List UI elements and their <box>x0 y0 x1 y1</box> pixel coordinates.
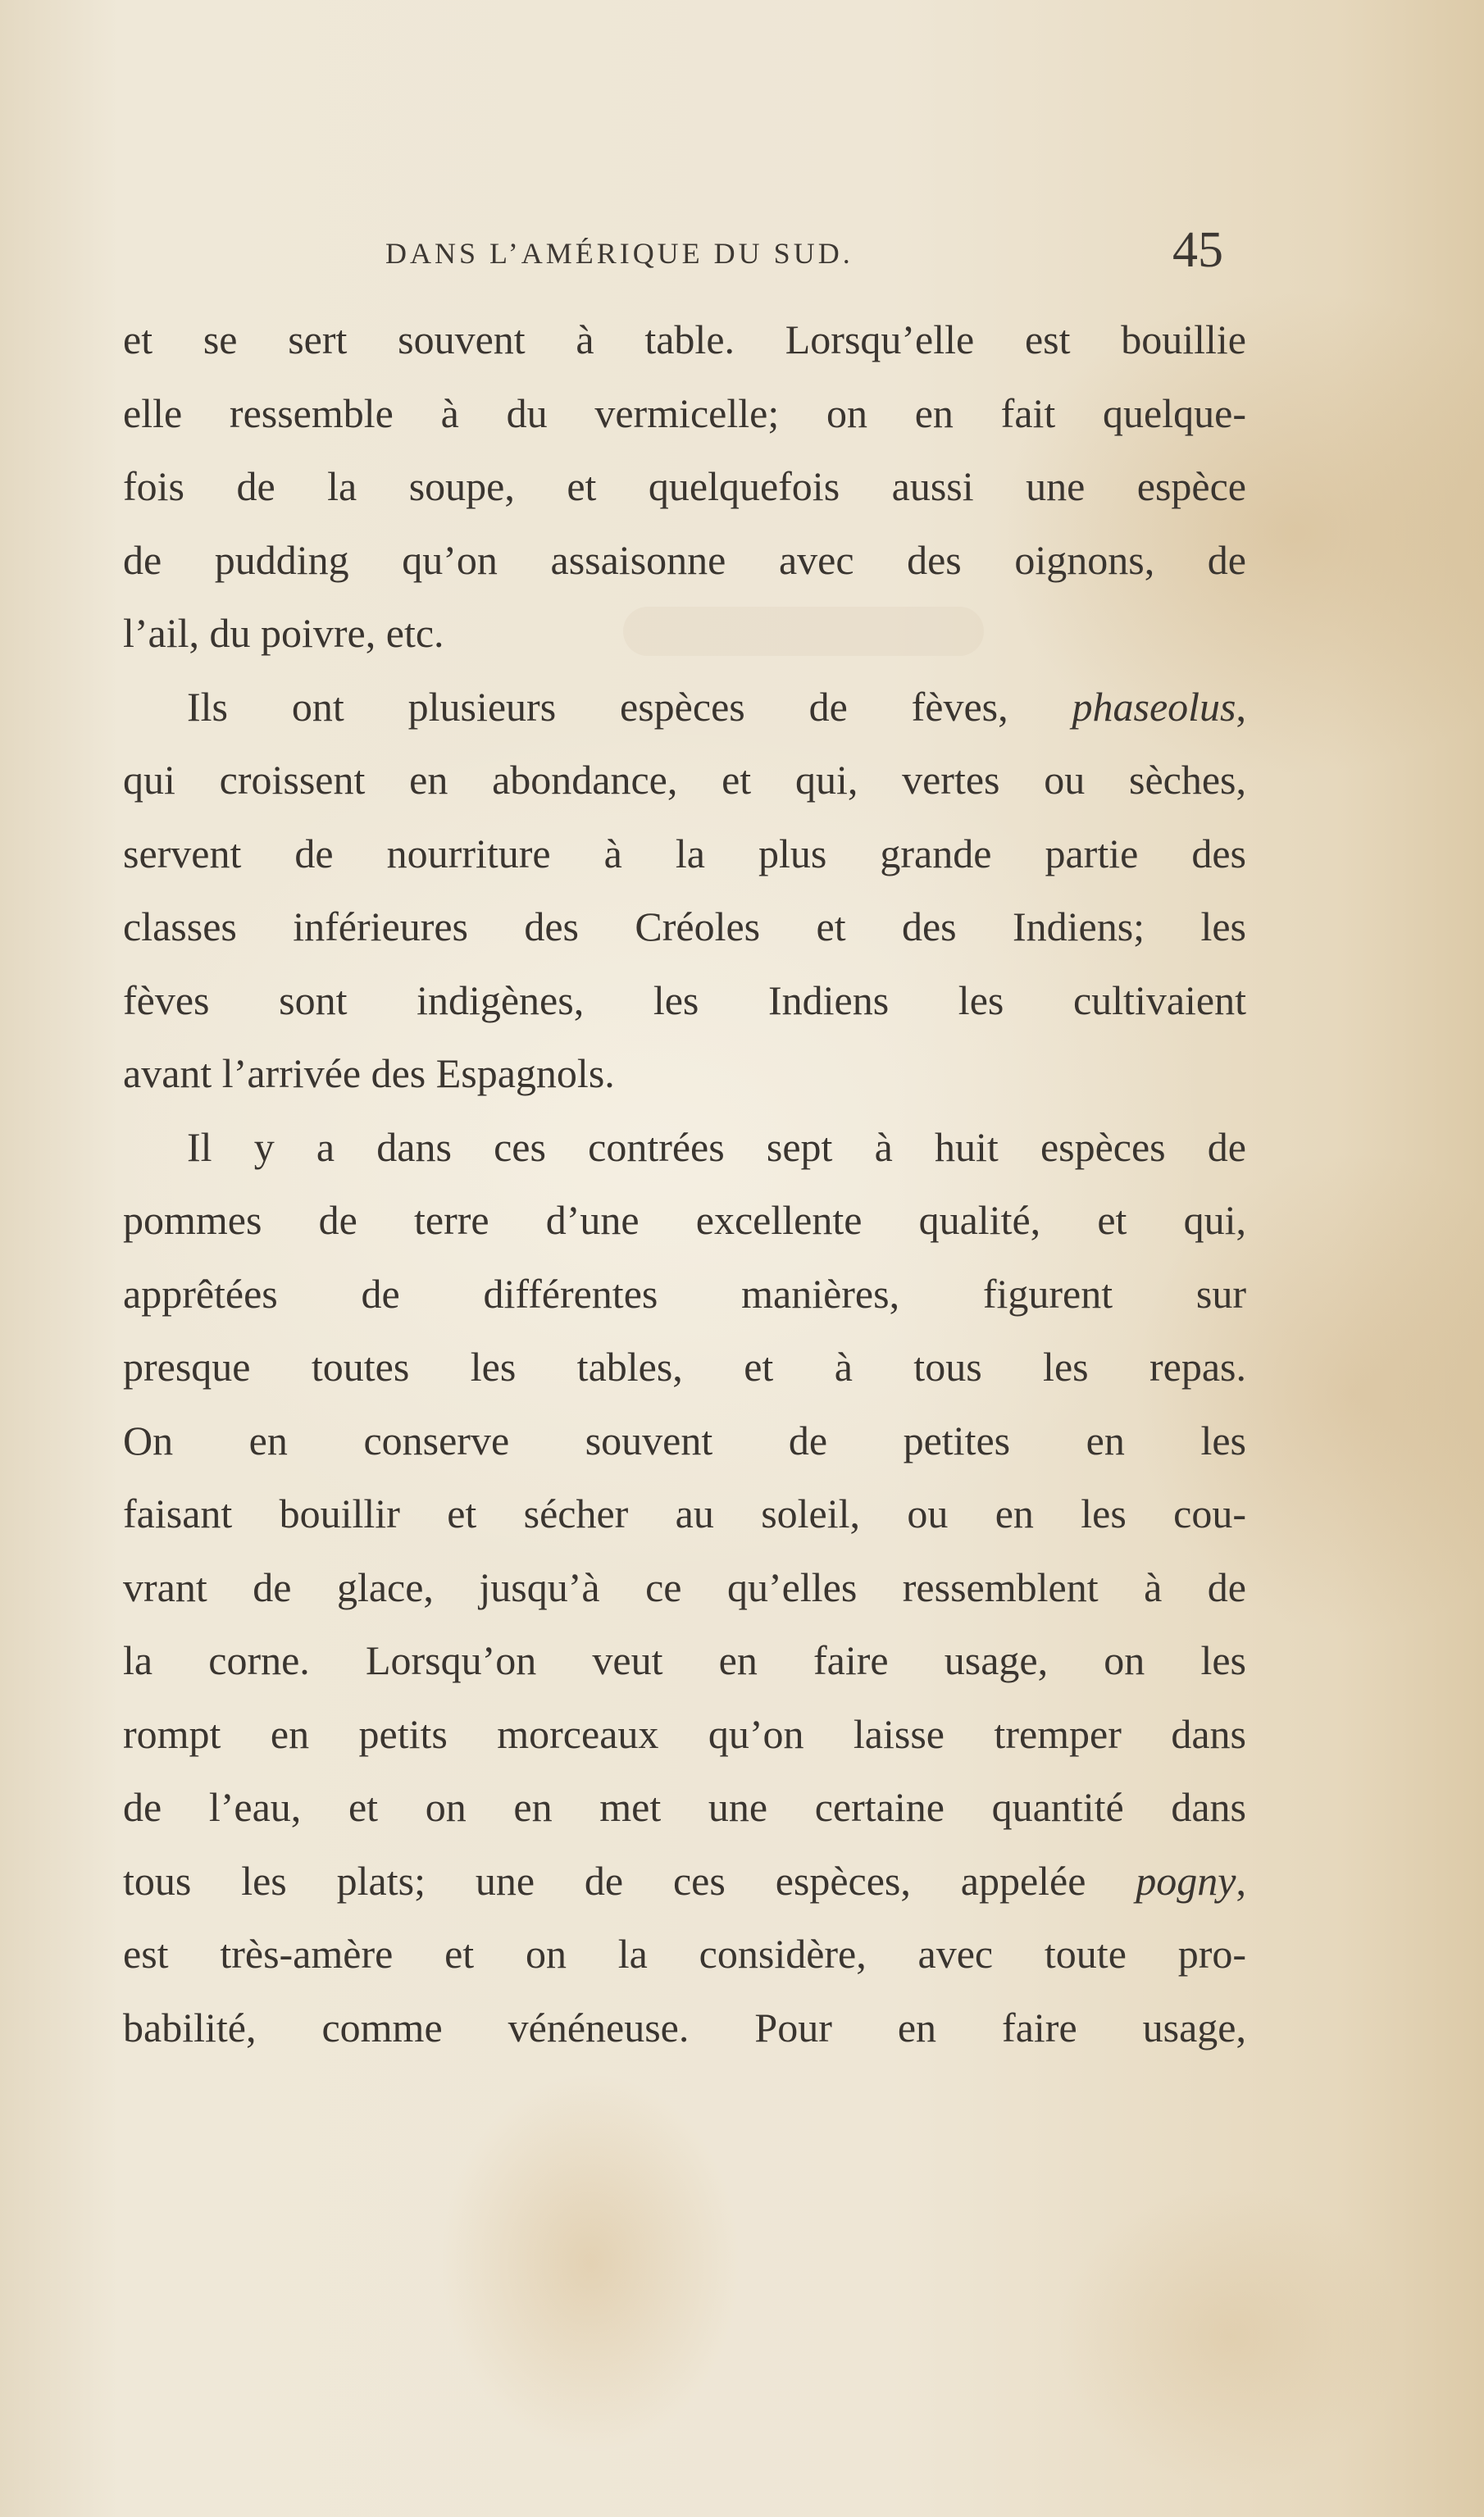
text-line: fèves sont indigènes, les Indiens les cultivaient <box>123 976 1246 1023</box>
text-line: rompt en petits morceaux qu’on laisse tremper dans <box>123 1710 1246 1757</box>
text-line: elle ressemble à du vermicelle; on en fait quelque- <box>123 389 1246 436</box>
body-text <box>123 303 1246 2064</box>
text-line: fois de la soupe, et quelquefois aussi une espèce <box>123 463 1246 509</box>
italic-term: pogny <box>1136 1857 1236 1904</box>
text-line: servent de nourriture à la plus grande partie des <box>123 830 1246 876</box>
line-segment: , <box>1236 1857 1246 1904</box>
page-number: 45 <box>1172 222 1223 278</box>
text-line: est très-amère et on la considère, avec toute pro- <box>123 1931 1246 1977</box>
line-segment: tous les plats; une de ces espèces, appelée <box>123 1857 1136 1904</box>
text-line <box>123 1845 1246 1918</box>
text-line: l’ail, du poivre, etc. <box>123 610 444 656</box>
text-line: pommes de terre d’une excellente qualité, et qui, <box>123 1197 1246 1243</box>
text-line: de pudding qu’on assaisonne avec des oignons, de <box>123 536 1246 583</box>
italic-term: phaseolus <box>1072 683 1236 730</box>
text-line: presque toutes les tables, et à tous les repas. <box>123 1344 1246 1390</box>
text-line: la corne. Lorsqu’on veut en faire usage, on les <box>123 1637 1246 1683</box>
text-line: de l’eau, et on en met une certaine quantité dans <box>123 1784 1246 1830</box>
line-segment: Ils ont plusieurs espèces de fèves, <box>187 683 1072 730</box>
text-line: faisant bouillir et sécher au soleil, ou en les cou- <box>123 1491 1246 1536</box>
text-line: babilité, comme vénéneuse. Pour en faire usage, <box>123 2004 1246 2050</box>
text-line: apprêtées de différentes manières, figurent sur <box>123 1270 1246 1317</box>
text-line: Il y a dans ces contrées sept à huit espèces de <box>187 1123 1246 1170</box>
text-line: qui croissent en abondance, et qui, vertes ou sèches, <box>123 757 1246 803</box>
text-line: et se sert souvent à table. Lorsqu’elle est bouillie <box>123 316 1246 362</box>
text-line: avant l’arrivée des Espagnols. <box>123 1050 615 1096</box>
text-line <box>123 671 1246 744</box>
text-line: classes inférieures des Créoles et des Indiens; les <box>123 903 1246 949</box>
running-title: DANS L’AMÉRIQUE DU SUD. <box>385 237 854 270</box>
text-line: On en conserve souvent de petites en les <box>123 1417 1246 1463</box>
line-segment: , <box>1236 683 1246 730</box>
text-line: vrant de glace, jusqu’à ce qu’elles ressemblent à de <box>123 1563 1246 1610</box>
running-head <box>123 221 1238 303</box>
